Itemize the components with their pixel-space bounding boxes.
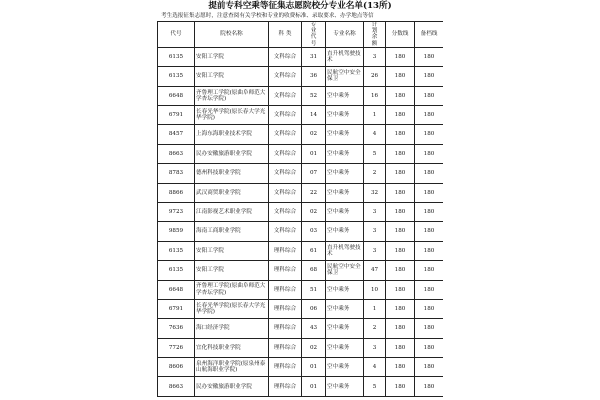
cell-school: 海口经济学院 bbox=[195, 319, 269, 338]
cell-score: 180 bbox=[386, 358, 415, 377]
cell-backup: 180 bbox=[415, 183, 444, 202]
cell-subject: 文科综合 bbox=[269, 164, 302, 183]
cell-backup: 180 bbox=[415, 280, 444, 299]
cell-plan: 3 bbox=[364, 222, 386, 241]
cell-major: 直升机驾驶技术 bbox=[326, 241, 364, 260]
cell-code: 8783 bbox=[158, 164, 195, 183]
cell-score: 180 bbox=[386, 338, 415, 357]
cell-score: 180 bbox=[386, 47, 415, 66]
cell-code: 6648 bbox=[158, 280, 195, 299]
table-row bbox=[158, 47, 444, 66]
cell-subject: 文科综合 bbox=[269, 67, 302, 86]
cell-code: 7636 bbox=[158, 319, 195, 338]
notice-text: 考生选报征集志愿时，注意查阅有关学校和专业的收费标准、录取要求、办学地点等信 bbox=[161, 13, 374, 19]
header-major-code bbox=[302, 22, 326, 48]
cell-subject: 理科综合 bbox=[269, 241, 302, 260]
cell-backup: 180 bbox=[415, 261, 444, 280]
cell-score: 180 bbox=[386, 319, 415, 338]
cell-backup: 180 bbox=[415, 377, 444, 396]
cell-code: 8866 bbox=[158, 183, 195, 202]
header-plan-label: 计划余额 bbox=[371, 22, 378, 47]
table-row bbox=[158, 125, 444, 144]
header-code: 代号 bbox=[158, 22, 195, 48]
cell-major-code: 01 bbox=[302, 144, 326, 163]
cell-school: 宜化科技职业学院 bbox=[195, 338, 269, 357]
table-row bbox=[158, 202, 444, 221]
cell-score: 180 bbox=[386, 222, 415, 241]
table-row bbox=[158, 86, 444, 105]
cell-school: 德州科技职业学院 bbox=[195, 164, 269, 183]
cell-backup: 180 bbox=[415, 358, 444, 377]
cell-major-code: 01 bbox=[302, 377, 326, 396]
cell-school: 泉州海洋职业学院(原泉州泰山航海职业学院) bbox=[195, 358, 269, 377]
cell-code: 6135 bbox=[158, 261, 195, 280]
cell-subject: 文科综合 bbox=[269, 125, 302, 144]
header-score: 分数线 bbox=[386, 22, 415, 48]
cell-subject: 理科综合 bbox=[269, 358, 302, 377]
header-plan bbox=[364, 22, 386, 48]
cell-school: 安阳工学院 bbox=[195, 47, 269, 66]
cell-school: 安阳工学院 bbox=[195, 241, 269, 260]
cell-major-code: 61 bbox=[302, 241, 326, 260]
cell-plan: 5 bbox=[364, 377, 386, 396]
cell-score: 180 bbox=[386, 183, 415, 202]
cell-major: 空中乘务 bbox=[326, 105, 364, 124]
cell-score: 180 bbox=[386, 125, 415, 144]
table-row bbox=[158, 377, 444, 396]
cell-major: 空中乘务 bbox=[326, 183, 364, 202]
table-row bbox=[158, 183, 444, 202]
cell-subject: 文科综合 bbox=[269, 222, 302, 241]
cell-plan: 2 bbox=[364, 164, 386, 183]
document-page bbox=[157, 0, 443, 400]
cell-school: 齐鲁理工学院(原曲阜师范大学杏坛学院) bbox=[195, 280, 269, 299]
header-school: 院校名称 bbox=[195, 22, 269, 48]
table-row bbox=[158, 241, 444, 260]
cell-major-code: 22 bbox=[302, 183, 326, 202]
cell-school: 安阳工学院 bbox=[195, 67, 269, 86]
cell-major-code: 36 bbox=[302, 67, 326, 86]
cell-score: 180 bbox=[386, 299, 415, 318]
cell-plan: 32 bbox=[364, 183, 386, 202]
cell-plan: 3 bbox=[364, 338, 386, 357]
cell-score: 180 bbox=[386, 164, 415, 183]
cell-major: 空中乘务 bbox=[326, 164, 364, 183]
cell-major: 空中乘务 bbox=[326, 377, 364, 396]
cell-major: 空中乘务 bbox=[326, 358, 364, 377]
cell-school: 民办安徽旅游职业学院 bbox=[195, 144, 269, 163]
cell-code: 6791 bbox=[158, 299, 195, 318]
cell-backup: 180 bbox=[415, 144, 444, 163]
table-row bbox=[158, 222, 444, 241]
cell-plan: 1 bbox=[364, 105, 386, 124]
cell-plan: 26 bbox=[364, 67, 386, 86]
admissions-table bbox=[157, 21, 443, 397]
page-title: 提前专科空乘等征集志愿院校分专业名单(13所) bbox=[208, 1, 392, 11]
cell-school: 江南影视艺术职业学院 bbox=[195, 202, 269, 221]
cell-plan: 16 bbox=[364, 86, 386, 105]
cell-score: 180 bbox=[386, 280, 415, 299]
cell-backup: 180 bbox=[415, 202, 444, 221]
cell-major: 民航空中安全保卫 bbox=[326, 261, 364, 280]
cell-backup: 180 bbox=[415, 164, 444, 183]
cell-code: 9723 bbox=[158, 202, 195, 221]
cell-subject: 文科综合 bbox=[269, 183, 302, 202]
table-row bbox=[158, 358, 444, 377]
cell-plan: 47 bbox=[364, 261, 386, 280]
cell-score: 180 bbox=[386, 144, 415, 163]
cell-backup: 180 bbox=[415, 241, 444, 260]
cell-school: 齐鲁理工学院(原曲阜师范大学杏坛学院) bbox=[195, 86, 269, 105]
cell-subject: 文科综合 bbox=[269, 86, 302, 105]
cell-subject: 理科综合 bbox=[269, 299, 302, 318]
cell-score: 180 bbox=[386, 105, 415, 124]
header-subject: 科 类 bbox=[269, 22, 302, 48]
cell-backup: 180 bbox=[415, 222, 444, 241]
cell-plan: 3 bbox=[364, 47, 386, 66]
cell-code: 6648 bbox=[158, 86, 195, 105]
cell-major-code: 02 bbox=[302, 338, 326, 357]
table-row bbox=[158, 144, 444, 163]
cell-major-code: 31 bbox=[302, 47, 326, 66]
cell-subject: 理科综合 bbox=[269, 280, 302, 299]
cell-plan: 3 bbox=[364, 202, 386, 221]
cell-major: 空中乘务 bbox=[326, 319, 364, 338]
cell-school: 上海东海职业技术学院 bbox=[195, 125, 269, 144]
cell-plan: 4 bbox=[364, 125, 386, 144]
cell-major-code: 43 bbox=[302, 319, 326, 338]
cell-code: 6135 bbox=[158, 241, 195, 260]
cell-backup: 180 bbox=[415, 105, 444, 124]
cell-plan: 1 bbox=[364, 299, 386, 318]
cell-code: 9859 bbox=[158, 222, 195, 241]
cell-plan: 3 bbox=[364, 241, 386, 260]
cell-score: 180 bbox=[386, 377, 415, 396]
cell-score: 180 bbox=[386, 67, 415, 86]
cell-code: 7726 bbox=[158, 338, 195, 357]
cell-major-code: 51 bbox=[302, 280, 326, 299]
table-row bbox=[158, 319, 444, 338]
cell-major-code: 68 bbox=[302, 261, 326, 280]
table-row bbox=[158, 105, 444, 124]
header-major-code-label: 专业代号 bbox=[310, 22, 317, 47]
cell-major-code: 52 bbox=[302, 86, 326, 105]
table-row bbox=[158, 299, 444, 318]
cell-school: 海南工商职业学院 bbox=[195, 222, 269, 241]
cell-plan: 2 bbox=[364, 319, 386, 338]
cell-major-code: 01 bbox=[302, 358, 326, 377]
table-header-row bbox=[158, 22, 444, 48]
cell-score: 180 bbox=[386, 241, 415, 260]
cell-backup: 180 bbox=[415, 125, 444, 144]
cell-code: 8663 bbox=[158, 144, 195, 163]
cell-subject: 文科综合 bbox=[269, 47, 302, 66]
cell-school: 安阳工学院 bbox=[195, 261, 269, 280]
cell-code: 6135 bbox=[158, 67, 195, 86]
cell-score: 180 bbox=[386, 261, 415, 280]
cell-backup: 180 bbox=[415, 299, 444, 318]
cell-code: 8457 bbox=[158, 125, 195, 144]
header-major: 专业名称 bbox=[326, 22, 364, 48]
cell-backup: 180 bbox=[415, 319, 444, 338]
header-backup: 备档线 bbox=[415, 22, 444, 48]
cell-major: 空中乘务 bbox=[326, 125, 364, 144]
cell-subject: 文科综合 bbox=[269, 105, 302, 124]
cell-major: 空中乘务 bbox=[326, 202, 364, 221]
cell-school: 民办安徽旅游职业学院 bbox=[195, 377, 269, 396]
cell-school: 武汉商贸职业学院 bbox=[195, 183, 269, 202]
cell-code: 6135 bbox=[158, 47, 195, 66]
table-row bbox=[158, 67, 444, 86]
cell-plan: 10 bbox=[364, 280, 386, 299]
cell-plan: 4 bbox=[364, 358, 386, 377]
cell-school: 长春光华学院(原长春大学光华学院) bbox=[195, 105, 269, 124]
cell-subject: 理科综合 bbox=[269, 319, 302, 338]
cell-major-code: 02 bbox=[302, 202, 326, 221]
cell-plan: 5 bbox=[364, 144, 386, 163]
cell-score: 180 bbox=[386, 202, 415, 221]
cell-major-code: 03 bbox=[302, 222, 326, 241]
cell-subject: 理科综合 bbox=[269, 377, 302, 396]
cell-major: 直升机驾驶技术 bbox=[326, 47, 364, 66]
table-row bbox=[158, 164, 444, 183]
cell-subject: 文科综合 bbox=[269, 202, 302, 221]
cell-subject: 理科综合 bbox=[269, 261, 302, 280]
cell-score: 180 bbox=[386, 86, 415, 105]
cell-major: 民航空中安全保卫 bbox=[326, 67, 364, 86]
cell-backup: 180 bbox=[415, 86, 444, 105]
cell-subject: 文科综合 bbox=[269, 144, 302, 163]
cell-major: 空中乘务 bbox=[326, 86, 364, 105]
cell-major-code: 07 bbox=[302, 164, 326, 183]
table-row bbox=[158, 261, 444, 280]
cell-backup: 180 bbox=[415, 67, 444, 86]
cell-backup: 180 bbox=[415, 47, 444, 66]
cell-major-code: 02 bbox=[302, 125, 326, 144]
cell-school: 长春光华学院(原长春大学光华学院) bbox=[195, 299, 269, 318]
cell-code: 8663 bbox=[158, 377, 195, 396]
cell-major-code: 14 bbox=[302, 105, 326, 124]
cell-major: 空中乘务 bbox=[326, 338, 364, 357]
cell-major-code: 06 bbox=[302, 299, 326, 318]
cell-major: 空中乘务 bbox=[326, 280, 364, 299]
table-row bbox=[158, 280, 444, 299]
table-row bbox=[158, 338, 444, 357]
cell-backup: 180 bbox=[415, 338, 444, 357]
cell-major: 空中乘务 bbox=[326, 222, 364, 241]
cell-major: 空中乘务 bbox=[326, 299, 364, 318]
cell-code: 6791 bbox=[158, 105, 195, 124]
cell-major: 空中乘务 bbox=[326, 144, 364, 163]
cell-subject: 理科综合 bbox=[269, 338, 302, 357]
cell-code: 8606 bbox=[158, 358, 195, 377]
